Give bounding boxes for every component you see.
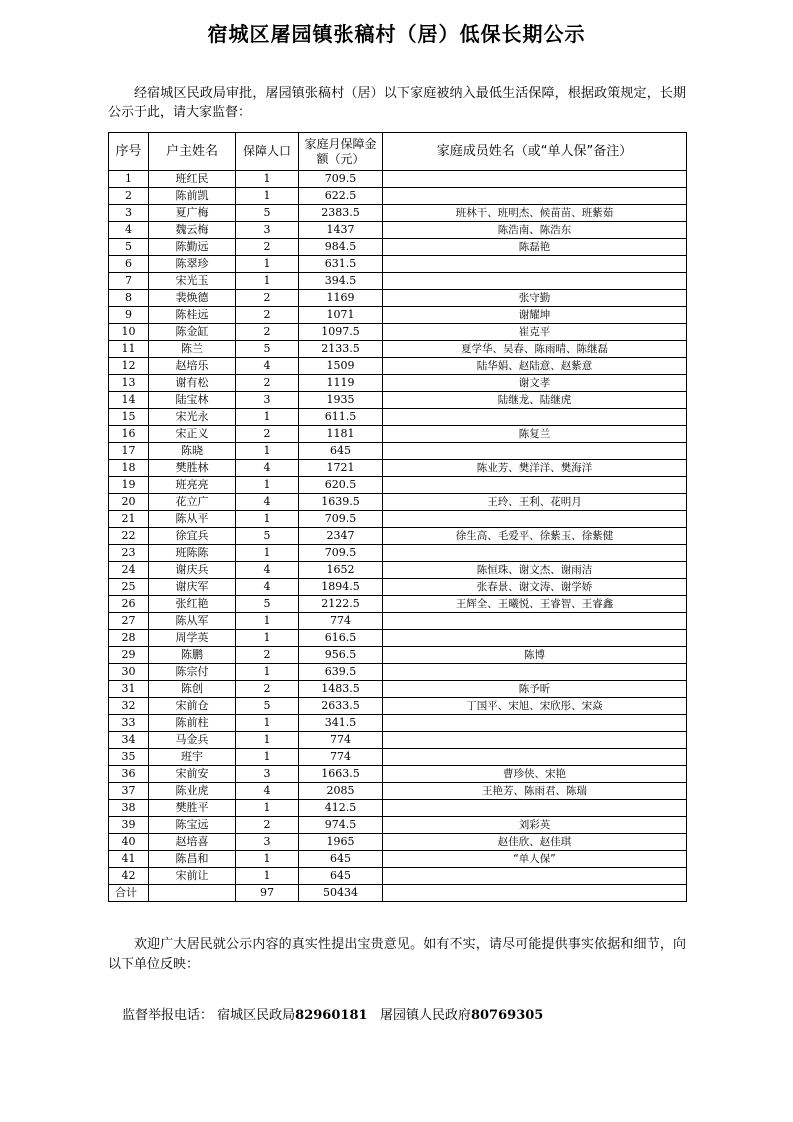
cell-seq: 12 (109, 358, 149, 375)
cell-members (383, 630, 687, 647)
table-row (109, 647, 687, 664)
cell-seq: 31 (109, 681, 149, 698)
cell-amount: 611.5 (299, 409, 383, 426)
cell-count: 1 (236, 545, 299, 562)
cell-amount: 341.5 (299, 715, 383, 732)
hotline-phone-2: 80769305 (470, 1008, 544, 1023)
cell-seq: 3 (109, 205, 149, 222)
cell-members: 徐生高、毛爱平、徐紫玉、徐紫健 (383, 528, 687, 545)
cell-seq: 35 (109, 749, 149, 766)
cell-members: 谢耀坤 (383, 307, 687, 324)
cell-amount: 774 (299, 749, 383, 766)
cell-count: 2 (236, 375, 299, 392)
cell-amount: 2085 (299, 783, 383, 800)
cell-count: 3 (236, 392, 299, 409)
cell-count: 2 (236, 647, 299, 664)
cell-head-name: 陈鹏 (149, 647, 236, 664)
cell-count: 1 (236, 868, 299, 885)
cell-members: 赵佳欣、赵佳琪 (383, 834, 687, 851)
table-row (109, 732, 687, 749)
cell-members (383, 477, 687, 494)
cell-head-name: 花立广 (149, 494, 236, 511)
cell-amount: 1071 (299, 307, 383, 324)
cell-head-name: 宋前安 (149, 766, 236, 783)
cell-amount: 1097.5 (299, 324, 383, 341)
cell-amount: 1639.5 (299, 494, 383, 511)
table-row (109, 545, 687, 562)
cell-count: 1 (236, 409, 299, 426)
cell-seq: 36 (109, 766, 149, 783)
cell-seq: 32 (109, 698, 149, 715)
cell-seq: 37 (109, 783, 149, 800)
cell-seq: 2 (109, 188, 149, 205)
cell-members (383, 732, 687, 749)
cell-count: 4 (236, 460, 299, 477)
cell-seq: 28 (109, 630, 149, 647)
table-row (109, 443, 687, 460)
table-row (109, 358, 687, 375)
cell-members: 陈复兰 (383, 426, 687, 443)
cell-amount: 2347 (299, 528, 383, 545)
recipient-table (108, 132, 687, 902)
cell-seq: 7 (109, 273, 149, 290)
total-amount: 50434 (299, 885, 383, 902)
cell-count: 1 (236, 664, 299, 681)
table-row (109, 528, 687, 545)
cell-members: 陈予昕 (383, 681, 687, 698)
cell-seq: 34 (109, 732, 149, 749)
cell-count: 5 (236, 698, 299, 715)
table-row (109, 800, 687, 817)
cell-amount: 709.5 (299, 545, 383, 562)
cell-head-name: 陈前凯 (149, 188, 236, 205)
table-row (109, 613, 687, 630)
cell-seq: 30 (109, 664, 149, 681)
cell-count: 3 (236, 222, 299, 239)
cell-amount: 645 (299, 851, 383, 868)
cell-head-name: 宋光玉 (149, 273, 236, 290)
cell-seq: 9 (109, 307, 149, 324)
cell-count: 5 (236, 528, 299, 545)
cell-count: 4 (236, 494, 299, 511)
cell-amount: 1965 (299, 834, 383, 851)
header-seq: 序号 (109, 133, 149, 171)
cell-count: 3 (236, 834, 299, 851)
cell-count: 5 (236, 205, 299, 222)
cell-head-name: 陈金缸 (149, 324, 236, 341)
table-row (109, 698, 687, 715)
cell-head-name: 陈桂远 (149, 307, 236, 324)
cell-head-name: 陈前柱 (149, 715, 236, 732)
cell-head-name: 陈晓 (149, 443, 236, 460)
table-row (109, 205, 687, 222)
cell-amount: 645 (299, 443, 383, 460)
cell-amount: 984.5 (299, 239, 383, 256)
cell-head-name: 宋正义 (149, 426, 236, 443)
cell-members (383, 188, 687, 205)
cell-count: 1 (236, 613, 299, 630)
cell-head-name: 陈从军 (149, 613, 236, 630)
cell-members: 陈磊艳 (383, 239, 687, 256)
table-row (109, 783, 687, 800)
cell-head-name: 赵培乐 (149, 358, 236, 375)
cell-head-name: 班宇 (149, 749, 236, 766)
cell-count: 1 (236, 477, 299, 494)
cell-members: 王艳芳、陈雨君、陈瑞 (383, 783, 687, 800)
cell-seq: 13 (109, 375, 149, 392)
table-row (109, 834, 687, 851)
cell-amount: 974.5 (299, 817, 383, 834)
cell-members: 夏学华、吴春、陈雨晴、陈继磊 (383, 341, 687, 358)
table-row (109, 511, 687, 528)
cell-members: 王玲、王利、花明月 (383, 494, 687, 511)
cell-members (383, 545, 687, 562)
table-row (109, 766, 687, 783)
cell-amount: 1721 (299, 460, 383, 477)
cell-head-name: 陆宝林 (149, 392, 236, 409)
cell-head-name: 夏广梅 (149, 205, 236, 222)
cell-seq: 16 (109, 426, 149, 443)
cell-head-name: 谢有松 (149, 375, 236, 392)
cell-amount: 631.5 (299, 256, 383, 273)
cell-members (383, 868, 687, 885)
cell-head-name: 魏云梅 (149, 222, 236, 239)
cell-amount: 1509 (299, 358, 383, 375)
cell-count: 1 (236, 171, 299, 188)
cell-count: 2 (236, 307, 299, 324)
cell-seq: 25 (109, 579, 149, 596)
header-amount: 家庭月保障金额（元） (299, 133, 383, 171)
cell-count: 4 (236, 562, 299, 579)
cell-head-name: 陈从平 (149, 511, 236, 528)
cell-members: 丁国平、宋旭、宋欣彤、宋焱 (383, 698, 687, 715)
cell-head-name: 班陈陈 (149, 545, 236, 562)
cell-head-name: 陈翠珍 (149, 256, 236, 273)
total-count: 97 (236, 885, 299, 902)
hotline-phone-1: 82960181 (295, 1008, 368, 1023)
cell-count: 2 (236, 426, 299, 443)
cell-head-name: 马金兵 (149, 732, 236, 749)
table-header-row (109, 133, 687, 171)
cell-seq: 1 (109, 171, 149, 188)
cell-members: 曹珍侠、宋艳 (383, 766, 687, 783)
table-row (109, 749, 687, 766)
cell-amount: 709.5 (299, 171, 383, 188)
cell-head-name: 陈业虎 (149, 783, 236, 800)
cell-head-name: 陈创 (149, 681, 236, 698)
cell-members: 陈博 (383, 647, 687, 664)
cell-head-name: 裴焕德 (149, 290, 236, 307)
cell-head-name: 陈宗付 (149, 664, 236, 681)
cell-amount: 2633.5 (299, 698, 383, 715)
cell-seq: 27 (109, 613, 149, 630)
table-row (109, 290, 687, 307)
cell-head-name: 赵培喜 (149, 834, 236, 851)
cell-seq: 42 (109, 868, 149, 885)
cell-members (383, 443, 687, 460)
cell-seq: 10 (109, 324, 149, 341)
cell-head-name: 班亮亮 (149, 477, 236, 494)
header-members: 家庭成员姓名（或“单人保”备注） (383, 133, 687, 171)
cell-amount: 2383.5 (299, 205, 383, 222)
total-name (149, 885, 236, 902)
cell-head-name: 谢庆军 (149, 579, 236, 596)
cell-count: 2 (236, 681, 299, 698)
cell-seq: 24 (109, 562, 149, 579)
cell-members (383, 800, 687, 817)
cell-amount: 1181 (299, 426, 383, 443)
cell-members: 陆华娟、赵陆意、赵紫意 (383, 358, 687, 375)
cell-amount: 1652 (299, 562, 383, 579)
cell-seq: 39 (109, 817, 149, 834)
cell-seq: 6 (109, 256, 149, 273)
cell-seq: 40 (109, 834, 149, 851)
cell-amount: 1935 (299, 392, 383, 409)
table-row (109, 460, 687, 477)
table-row (109, 596, 687, 613)
cell-members: 谢文孝 (383, 375, 687, 392)
hotline-line (122, 1004, 543, 1023)
cell-amount: 1483.5 (299, 681, 383, 698)
feedback-paragraph: 欢迎广大居民就公示内容的真实性提出宝贵意见。如有不实，请尽可能提供事实依据和细节，向以下单位反映： (108, 937, 686, 972)
cell-head-name: 宋前让 (149, 868, 236, 885)
cell-amount: 645 (299, 868, 383, 885)
cell-count: 1 (236, 851, 299, 868)
cell-seq: 19 (109, 477, 149, 494)
cell-seq: 5 (109, 239, 149, 256)
cell-amount: 394.5 (299, 273, 383, 290)
page-title: 宿城区屠园镇张稿村（居）低保长期公示 (207, 22, 586, 46)
table-row (109, 477, 687, 494)
cell-seq: 20 (109, 494, 149, 511)
cell-members (383, 664, 687, 681)
hotline-org-1: 宿城区民政局 (217, 1008, 296, 1023)
table-row (109, 324, 687, 341)
cell-count: 1 (236, 443, 299, 460)
cell-seq: 26 (109, 596, 149, 613)
cell-seq: 4 (109, 222, 149, 239)
cell-seq: 41 (109, 851, 149, 868)
cell-members: 崔克平 (383, 324, 687, 341)
cell-count: 4 (236, 783, 299, 800)
cell-seq: 29 (109, 647, 149, 664)
cell-seq: 14 (109, 392, 149, 409)
cell-head-name: 宋光永 (149, 409, 236, 426)
cell-amount: 639.5 (299, 664, 383, 681)
cell-members (383, 256, 687, 273)
table-row (109, 239, 687, 256)
table-total-row (109, 885, 687, 902)
cell-seq: 11 (109, 341, 149, 358)
cell-amount: 1437 (299, 222, 383, 239)
cell-count: 3 (236, 766, 299, 783)
table-row (109, 851, 687, 868)
table-row (109, 681, 687, 698)
table-row (109, 817, 687, 834)
cell-amount: 412.5 (299, 800, 383, 817)
cell-count: 1 (236, 732, 299, 749)
cell-count: 2 (236, 817, 299, 834)
cell-amount: 709.5 (299, 511, 383, 528)
cell-head-name: 陈宝远 (149, 817, 236, 834)
cell-amount: 774 (299, 732, 383, 749)
cell-count: 4 (236, 579, 299, 596)
cell-members: “单人保” (383, 851, 687, 868)
cell-members: 刘彩英 (383, 817, 687, 834)
cell-seq: 23 (109, 545, 149, 562)
header-count: 保障人口 (236, 133, 299, 171)
total-members (383, 885, 687, 902)
table-row (109, 426, 687, 443)
cell-head-name: 张红艳 (149, 596, 236, 613)
cell-count: 1 (236, 511, 299, 528)
cell-count: 1 (236, 256, 299, 273)
table-row (109, 579, 687, 596)
table-row (109, 664, 687, 681)
cell-seq: 17 (109, 443, 149, 460)
cell-amount: 774 (299, 613, 383, 630)
cell-members (383, 171, 687, 188)
cell-head-name: 陈勤远 (149, 239, 236, 256)
cell-count: 1 (236, 800, 299, 817)
cell-head-name: 谢庆兵 (149, 562, 236, 579)
cell-count: 2 (236, 324, 299, 341)
cell-count: 2 (236, 239, 299, 256)
cell-amount: 956.5 (299, 647, 383, 664)
cell-amount: 1169 (299, 290, 383, 307)
table-row (109, 392, 687, 409)
cell-seq: 21 (109, 511, 149, 528)
cell-head-name: 宋前仓 (149, 698, 236, 715)
cell-count: 1 (236, 273, 299, 290)
cell-count: 1 (236, 715, 299, 732)
intro-paragraph: 经宿城区民政局审批，屠园镇张稿村（居）以下家庭被纳入最低生活保障，根据政策规定，长期公示于此，请大家监督： (108, 86, 686, 120)
cell-members (383, 749, 687, 766)
table-row (109, 341, 687, 358)
cell-members: 陆继龙、陆继虎 (383, 392, 687, 409)
cell-members: 张守勤 (383, 290, 687, 307)
cell-amount: 2122.5 (299, 596, 383, 613)
cell-members: 陈业芳、樊洋洋、樊海洋 (383, 460, 687, 477)
cell-members: 陈浩南、陈浩东 (383, 222, 687, 239)
cell-seq: 15 (109, 409, 149, 426)
cell-amount: 1119 (299, 375, 383, 392)
cell-head-name: 徐宜兵 (149, 528, 236, 545)
table-row (109, 171, 687, 188)
cell-amount: 622.5 (299, 188, 383, 205)
table-row (109, 222, 687, 239)
cell-count: 2 (236, 290, 299, 307)
cell-members: 张春景、谢文涛、谢学娇 (383, 579, 687, 596)
table-row (109, 494, 687, 511)
cell-members: 王辉全、王曦悦、王睿智、王睿鑫 (383, 596, 687, 613)
cell-members: 陈恒珠、谢文杰、谢雨洁 (383, 562, 687, 579)
cell-head-name: 陈昌和 (149, 851, 236, 868)
cell-head-name: 周学英 (149, 630, 236, 647)
cell-count: 1 (236, 188, 299, 205)
cell-count: 5 (236, 341, 299, 358)
table-row (109, 409, 687, 426)
table-row (109, 256, 687, 273)
cell-members (383, 409, 687, 426)
cell-amount: 616.5 (299, 630, 383, 647)
cell-head-name: 班红民 (149, 171, 236, 188)
cell-head-name: 樊胜林 (149, 460, 236, 477)
cell-members (383, 273, 687, 290)
cell-members (383, 613, 687, 630)
table-row (109, 375, 687, 392)
cell-seq: 33 (109, 715, 149, 732)
cell-members (383, 511, 687, 528)
table-row (109, 715, 687, 732)
table-row (109, 273, 687, 290)
table-row (109, 630, 687, 647)
cell-seq: 18 (109, 460, 149, 477)
cell-count: 1 (236, 749, 299, 766)
table-row (109, 188, 687, 205)
hotline-label: 监督举报电话： (122, 1008, 214, 1023)
table-body (109, 171, 687, 902)
cell-count: 4 (236, 358, 299, 375)
total-label: 合计 (109, 885, 149, 902)
cell-amount: 2133.5 (299, 341, 383, 358)
cell-head-name: 陈兰 (149, 341, 236, 358)
cell-members: 班林干、班明杰、候苗苗、班紫茹 (383, 205, 687, 222)
cell-amount: 620.5 (299, 477, 383, 494)
cell-seq: 8 (109, 290, 149, 307)
cell-head-name: 樊胜平 (149, 800, 236, 817)
table-row (109, 868, 687, 885)
hotline-org-2: 屠园镇人民政府 (379, 1008, 471, 1023)
cell-count: 5 (236, 596, 299, 613)
cell-amount: 1663.5 (299, 766, 383, 783)
cell-count: 1 (236, 630, 299, 647)
cell-seq: 22 (109, 528, 149, 545)
cell-amount: 1894.5 (299, 579, 383, 596)
header-head-name: 户主姓名 (149, 133, 236, 171)
cell-members (383, 715, 687, 732)
table-row (109, 562, 687, 579)
cell-seq: 38 (109, 800, 149, 817)
table-row (109, 307, 687, 324)
